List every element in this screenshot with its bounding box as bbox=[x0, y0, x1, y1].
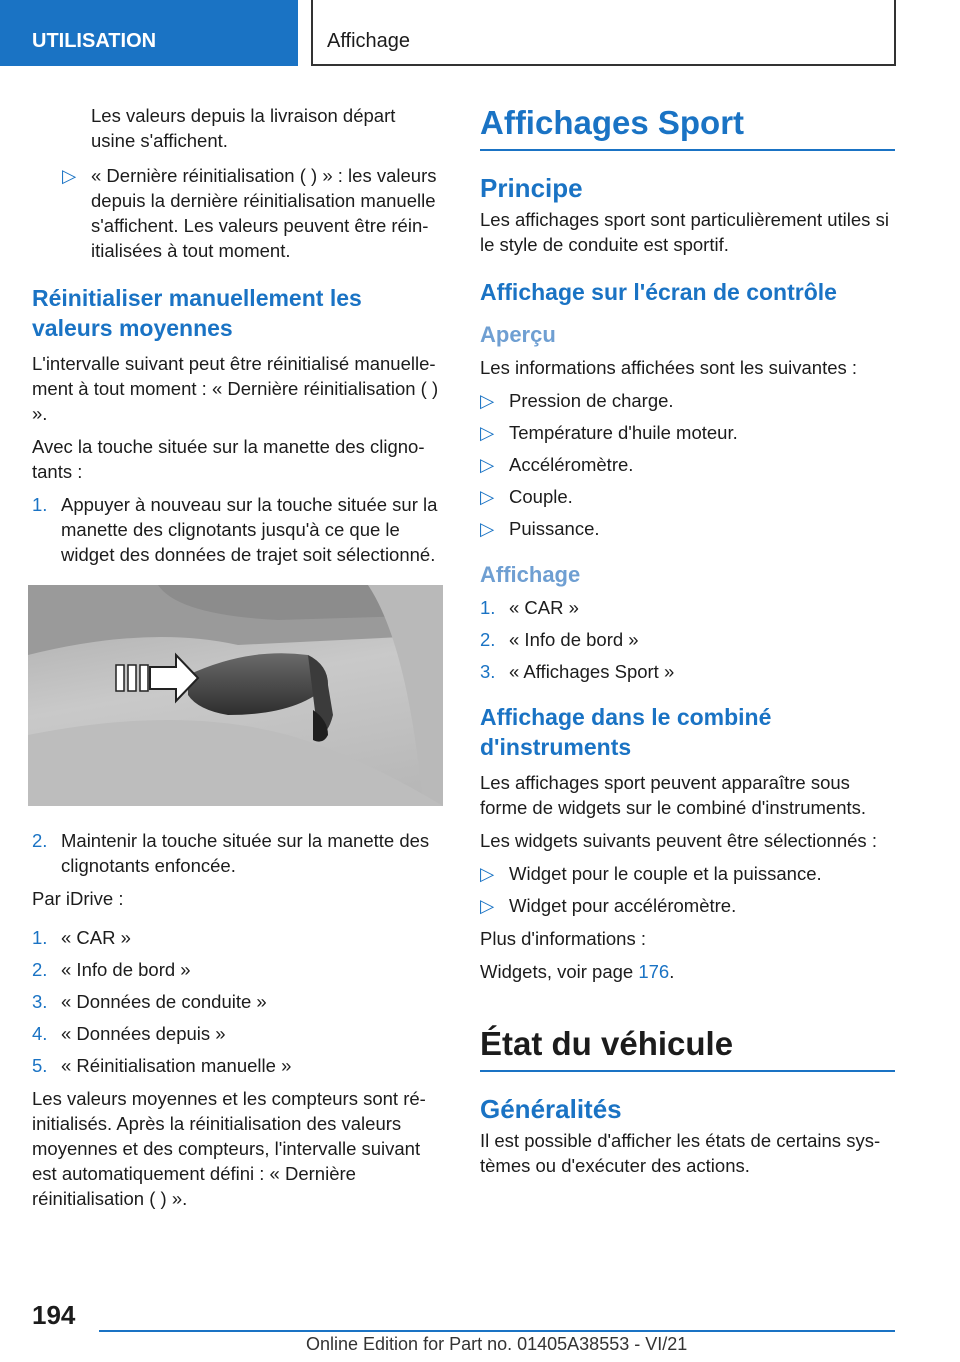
list-item: ▷ Widget pour le couple et la puissance. bbox=[480, 863, 822, 884]
list-item: ▷ « Dernière réinitialisation ( ) » : les valeurs depuis la dernière réinitialisation manuelle s'affichent. Les valeurs peuvent être réinitialisées à tout moment. bbox=[62, 165, 437, 261]
intro-bullet-list bbox=[32, 163, 444, 263]
generalites-heading: Généralités bbox=[480, 1094, 622, 1124]
combine-paragraph-1: Les affichages sport peuvent apparaître sous forme de widgets sur le combiné d'instruments. bbox=[480, 772, 867, 818]
section-title: UTILISATION bbox=[32, 30, 157, 52]
apercu-list bbox=[480, 388, 895, 541]
triangle-bullet-icon: ▷ bbox=[480, 895, 495, 916]
edition-footer: Online Edition for Part no. 01405A38553 - VI/21 bbox=[306, 1334, 688, 1354]
list-item: 2. « Info de bord » bbox=[480, 629, 639, 650]
combine-heading: Affichage dans le combiné d'instruments bbox=[480, 704, 772, 760]
intro-paragraph: Les valeurs depuis la livraison départ usine s'affichent. bbox=[91, 105, 396, 151]
list-item: ▷ Température d'huile moteur. bbox=[480, 422, 738, 443]
combine-paragraph-2: Les widgets suivants peuvent être sélectionnés : bbox=[480, 830, 877, 851]
etat-heading: État du véhicule bbox=[480, 1024, 895, 1072]
list-item: 5. « Réinitialisation manuelle » bbox=[32, 1055, 292, 1076]
apercu-paragraph: Les informations affichées sont les suivantes : bbox=[480, 357, 858, 378]
triangle-bullet-icon: ▷ bbox=[480, 454, 495, 475]
triangle-bullet-icon: ▷ bbox=[480, 486, 495, 507]
list-item: 4. « Données depuis » bbox=[32, 1023, 226, 1044]
turn-signal-lever-illustration bbox=[28, 585, 443, 806]
page-number: 194 bbox=[32, 1300, 76, 1330]
principe-paragraph: Les affichages sport sont particulièrement utiles si le style de conduite est sportif. bbox=[480, 209, 889, 255]
reset-heading: Réinitialiser manuellement les valeurs moyennes bbox=[32, 285, 362, 341]
more-info-label: Plus d'informations : bbox=[480, 928, 646, 949]
triangle-bullet-icon: ▷ bbox=[480, 863, 495, 884]
list-item: 1. Appuyer à nouveau sur la touche située sur la manette des clignotants jusqu'à ce que le widget des données de trajet soit sélectionné. bbox=[32, 494, 438, 565]
generalites-paragraph: Il est possible d'afficher les états de certains systèmes ou d'exécuter des actions. bbox=[480, 1130, 881, 1176]
list-item: 3. « Données de conduite » bbox=[32, 991, 267, 1012]
triangle-bullet-icon: ▷ bbox=[480, 390, 495, 411]
widgets-reference: Widgets, voir page 176. bbox=[480, 961, 675, 982]
list-item: ▷ Pression de charge. bbox=[480, 390, 674, 411]
list-item: 1. « CAR » bbox=[32, 927, 131, 948]
reset-paragraph-2: Avec la touche située sur la manette des clignotants : bbox=[32, 436, 425, 482]
sport-heading: Affichages Sport bbox=[480, 103, 895, 151]
reset-paragraph-1: L'intervalle suivant peut être réinitialisé manuellement à tout moment : « Dernière réinitialisation ( ) ». bbox=[32, 353, 439, 424]
footer-divider bbox=[99, 1330, 895, 1332]
triangle-bullet-icon: ▷ bbox=[480, 422, 495, 443]
idrive-label: Par iDrive : bbox=[32, 888, 124, 909]
section-tab bbox=[0, 0, 298, 66]
steps-list-a bbox=[32, 492, 444, 567]
list-item: 1. « CAR » bbox=[480, 597, 579, 618]
list-item: ▷ Couple. bbox=[480, 486, 573, 507]
page-link[interactable]: 176 bbox=[638, 961, 670, 982]
affichage-steps-list bbox=[480, 595, 895, 684]
triangle-bullet-icon: ▷ bbox=[480, 518, 495, 539]
list-item: 2. « Info de bord » bbox=[32, 959, 191, 980]
closing-paragraph: Les valeurs moyennes et les compteurs sont réinitialisés. Après la réinitialisation des valeurs moyennes et des compteurs, l'intervalle suivant est automatiquement défini : « Dernière réinitialisation ( ) ». bbox=[32, 1088, 426, 1209]
left-column bbox=[32, 103, 444, 1219]
idrive-steps-list bbox=[32, 925, 444, 1078]
triangle-bullet-icon: ▷ bbox=[62, 165, 77, 186]
list-item: ▷ Accéléromètre. bbox=[480, 454, 634, 475]
affichage-heading: Affichage bbox=[480, 562, 581, 587]
combine-list bbox=[480, 861, 895, 918]
right-column bbox=[480, 103, 895, 1186]
list-item: 3. « Affichages Sport » bbox=[480, 661, 675, 682]
chapter-tab bbox=[311, 0, 896, 66]
list-item: ▷ Widget pour accéléromètre. bbox=[480, 895, 737, 916]
list-item: 2. Maintenir la touche située sur la manette des clignotants enfoncée. bbox=[32, 830, 430, 876]
list-item: ▷ Puissance. bbox=[480, 518, 600, 539]
steps-list-b bbox=[32, 828, 444, 878]
principe-heading: Principe bbox=[480, 173, 583, 203]
ecran-heading: Affichage sur l'écran de contrôle bbox=[480, 279, 837, 305]
chapter-title: Affichage bbox=[327, 30, 411, 52]
apercu-heading: Aperçu bbox=[480, 322, 556, 347]
lever-drawing bbox=[28, 585, 443, 806]
